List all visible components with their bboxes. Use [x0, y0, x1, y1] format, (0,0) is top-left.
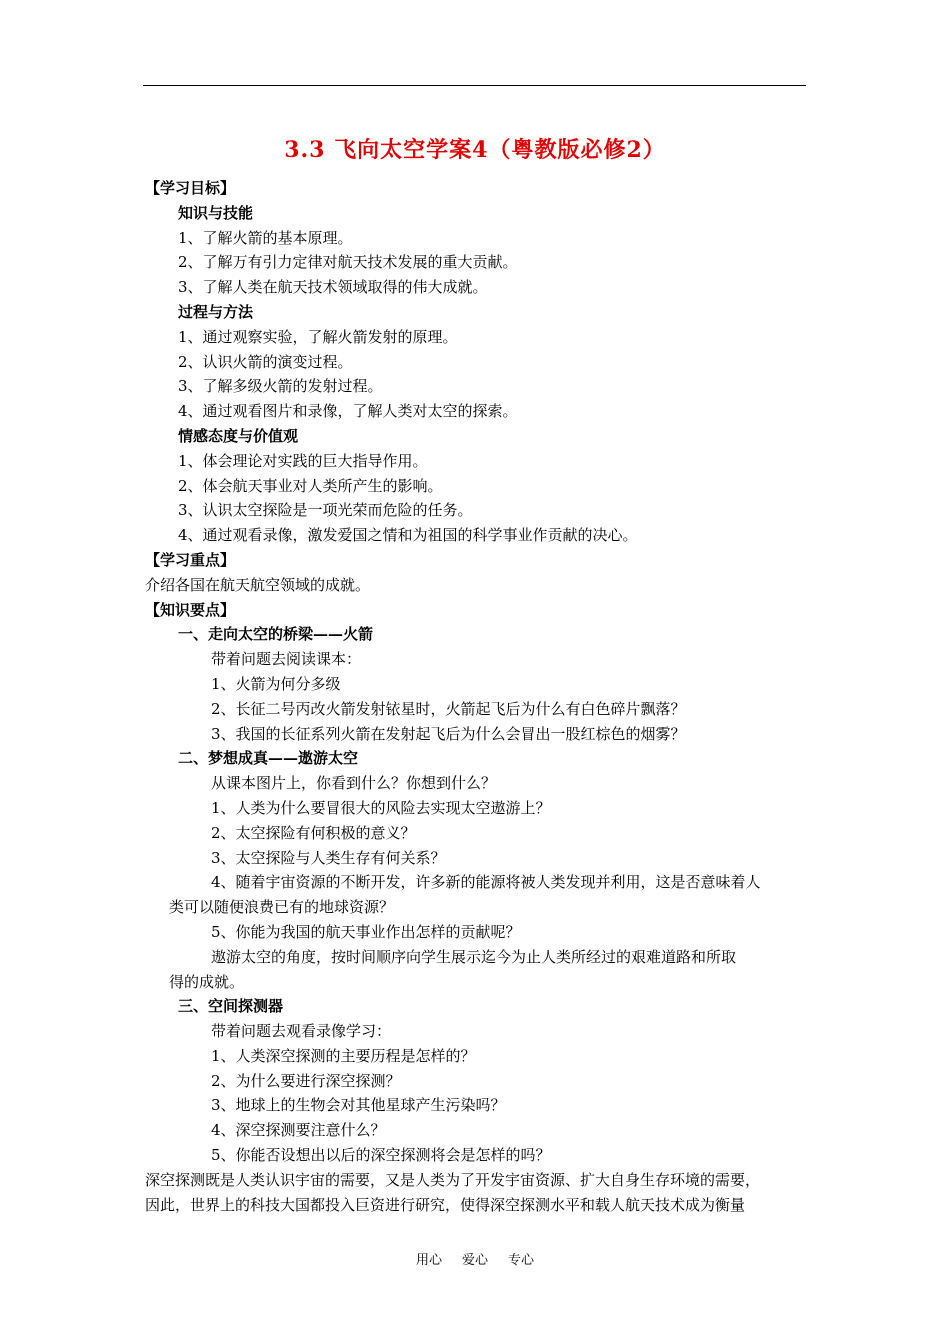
section-heading: 知识与技能	[178, 203, 254, 222]
text-line: 带着问题去阅读课本：	[211, 650, 362, 669]
text-line: 深空探测既是人类认识宇宙的需要，又是人类为了开发宇宙资源、扩大自身生存环境的需要，	[145, 1170, 761, 1189]
text-line: 4、通过观看图片和录像，了解人类对太空的探索。	[178, 402, 518, 421]
text-line: 2、长征二号丙改火箭发射铱星时，火箭起飞后为什么有白色碎片飘落？	[211, 699, 686, 718]
section-heading: 【学习目标】	[145, 179, 236, 197]
text-line: 3、了解人类在航天技术领域取得的伟大成就。	[178, 278, 488, 297]
text-line: 带着问题去观看录像学习：	[211, 1022, 392, 1041]
footer-text: 专心	[508, 1253, 535, 1268]
footer-text: 用心	[415, 1253, 442, 1268]
section-heading: 情感态度与价值观	[178, 426, 299, 445]
text-line: 1、体会理论对实践的巨大指导作用。	[178, 451, 428, 470]
text-line: 5、你能为我国的航天事业作出怎样的贡献呢？	[211, 922, 521, 941]
text-line: 5、你能否设想出以后的深空探测将会是怎样的吗？	[211, 1146, 551, 1165]
text-line: 2、了解万有引力定律对航天技术发展的重大贡献。	[178, 253, 518, 272]
text-line: 得的成就。	[169, 972, 245, 991]
text-line: 类可以随便浪费已有的地球资源？	[169, 898, 395, 917]
section-heading: 过程与方法	[178, 302, 254, 321]
page-title: 3.3 飞向太空学案4（粤教版必修2）	[284, 137, 666, 163]
text-line: 1、了解火箭的基本原理。	[178, 228, 353, 247]
page-footer	[0, 1249, 950, 1268]
header-rule	[143, 85, 806, 86]
text-line: 2、为什么要进行深空探测？	[211, 1071, 401, 1090]
text-line: 2、体会航天事业对人类所产生的影响。	[178, 476, 443, 495]
section-heading: 【知识要点】	[145, 600, 236, 619]
document-body	[145, 176, 810, 1217]
text-line: 2、太空探险有何积极的意义？	[211, 823, 416, 842]
text-line: 4、深空探测要注意什么？	[211, 1121, 386, 1140]
text-line: 3、我国的长征系列火箭在发射起飞后为什么会冒出一股红棕色的烟雾？	[211, 724, 686, 743]
text-line: 3、认识太空探险是一项光荣而危险的任务。	[178, 501, 473, 520]
text-line: 1、人类为什么要冒很大的风险去实现太空遨游上？	[211, 798, 551, 817]
text-line: 遨游太空的角度，按时间顺序向学生展示迄今为止人类所经过的艰难道路和所取	[211, 947, 737, 966]
footer-text: 爱心	[461, 1253, 488, 1268]
text-line: 3、太空探险与人类生存有何关系？	[211, 848, 446, 867]
text-line: 3、了解多级火箭的发射过程。	[178, 377, 383, 396]
text-line: 4、通过观看录像，激发爱国之情和为祖国的科学事业作贡献的决心。	[178, 526, 638, 545]
text-line: 1、人类深空探测的主要历程是怎样的？	[211, 1046, 476, 1065]
text-line: 3、地球上的生物会对其他星球产生污染吗？	[211, 1096, 506, 1115]
text-line: 从课本图片上，你看到什么？你想到什么？	[211, 774, 497, 793]
section-heading: 三、空间探测器	[178, 997, 284, 1016]
section-heading: 二、梦想成真——遨游太空	[178, 749, 359, 768]
section-heading: 一、走向太空的桥梁——火箭	[178, 625, 374, 644]
text-line: 2、认识火箭的演变过程。	[178, 352, 353, 371]
text-line: 4、随着宇宙资源的不断开发，许多新的能源将被人类发现并利用，这是否意味着人	[211, 873, 761, 892]
text-line: 1、火箭为何分多级	[211, 674, 341, 693]
text-line: 1、通过观察实验，了解火箭发射的原理。	[178, 327, 458, 346]
section-heading: 【学习重点】	[145, 550, 236, 569]
text-line: 介绍各国在航天航空领域的成就。	[145, 575, 371, 594]
text-line: 因此，世界上的科技大国都投入巨资进行研究，使得深空探测水平和载人航天技术成为衡量	[145, 1195, 746, 1214]
